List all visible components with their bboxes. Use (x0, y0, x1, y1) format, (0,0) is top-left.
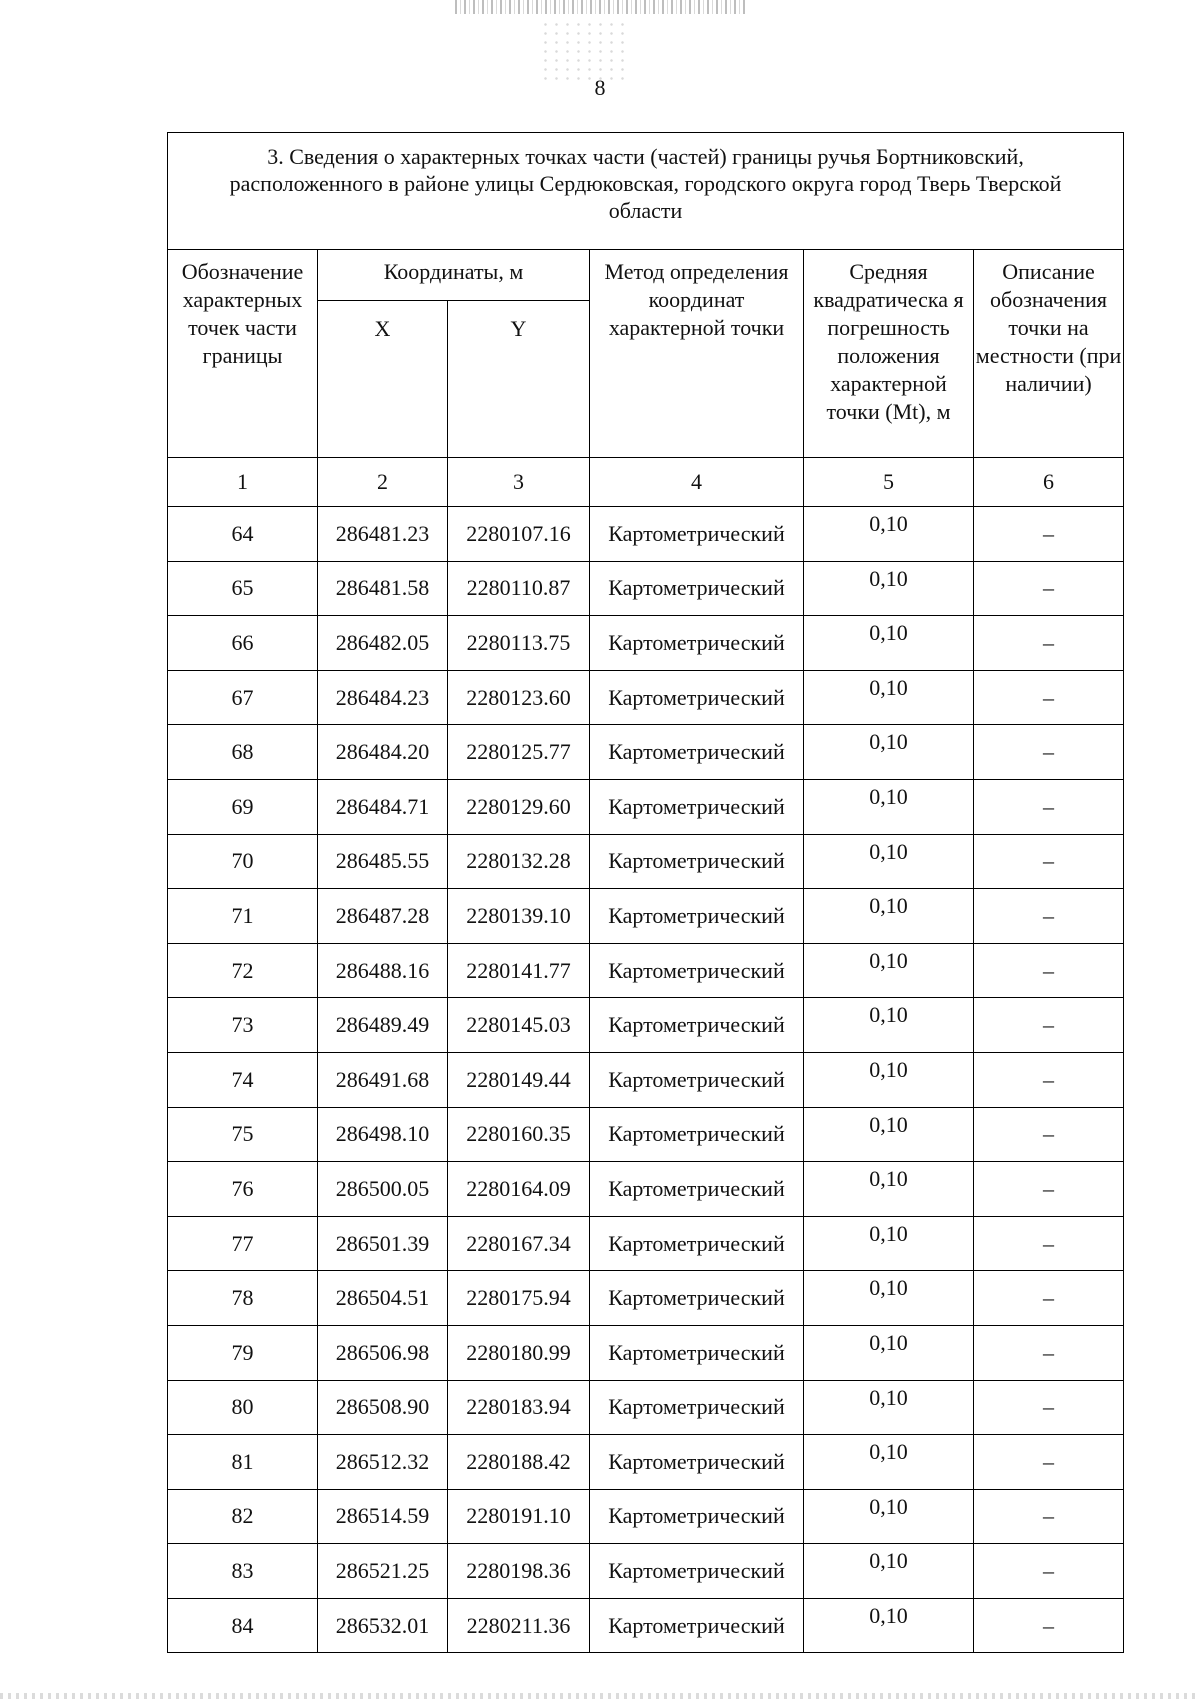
method-cell: Картометрический (590, 561, 804, 616)
header-point: Обозначение характерных точек части границы (168, 250, 318, 458)
column-number: 5 (804, 458, 974, 507)
table-row (168, 779, 1124, 834)
table-row (168, 1107, 1124, 1162)
page-number: 8 (594, 75, 606, 100)
x-coordinate-cell: 286506.98 (318, 1325, 448, 1380)
method-cell: Картометрический (590, 1052, 804, 1107)
mt-error-cell: 0,10 (804, 1489, 974, 1544)
description-cell: – (974, 834, 1124, 889)
x-coordinate-cell: 286491.68 (318, 1052, 448, 1107)
y-coordinate-cell: 2280107.16 (448, 507, 590, 562)
method-cell: Картометрический (590, 1544, 804, 1599)
y-coordinate-cell: 2280160.35 (448, 1107, 590, 1162)
point-cell: 84 (168, 1598, 318, 1653)
point-cell: 70 (168, 834, 318, 889)
point-cell: 68 (168, 725, 318, 780)
mt-error-cell: 0,10 (804, 561, 974, 616)
mt-error-cell: 0,10 (804, 943, 974, 998)
y-coordinate-cell: 2280180.99 (448, 1325, 590, 1380)
method-cell: Картометрический (590, 1271, 804, 1326)
point-cell: 75 (168, 1107, 318, 1162)
table-row (168, 725, 1124, 780)
method-cell: Картометрический (590, 1216, 804, 1271)
description-cell: – (974, 507, 1124, 562)
point-cell: 66 (168, 616, 318, 671)
description-cell: – (974, 1325, 1124, 1380)
table-row (168, 670, 1124, 725)
mt-error-cell: 0,10 (804, 1544, 974, 1599)
mt-error-cell: 0,10 (804, 1325, 974, 1380)
method-cell: Картометрический (590, 1107, 804, 1162)
description-cell: – (974, 1435, 1124, 1490)
y-coordinate-cell: 2280164.09 (448, 1162, 590, 1217)
table-row (168, 1435, 1124, 1490)
header-coordinates: Координаты, м (318, 250, 590, 301)
table-row (168, 1271, 1124, 1326)
header-mt: Средняя квадратическа я погрешность положения характерной точки (Mt), м (804, 250, 974, 458)
x-coordinate-cell: 286500.05 (318, 1162, 448, 1217)
table-row (168, 1489, 1124, 1544)
column-number: 6 (974, 458, 1124, 507)
point-cell: 81 (168, 1435, 318, 1490)
description-cell: – (974, 1162, 1124, 1217)
y-coordinate-cell: 2280141.77 (448, 943, 590, 998)
x-coordinate-cell: 286501.39 (318, 1216, 448, 1271)
point-cell: 78 (168, 1271, 318, 1326)
point-cell: 79 (168, 1325, 318, 1380)
mt-error-cell: 0,10 (804, 998, 974, 1053)
x-coordinate-cell: 286504.51 (318, 1271, 448, 1326)
description-cell: – (974, 998, 1124, 1053)
method-cell: Картометрический (590, 1435, 804, 1490)
method-cell: Картометрический (590, 616, 804, 671)
method-cell: Картометрический (590, 1489, 804, 1544)
column-number: 4 (590, 458, 804, 507)
description-cell: – (974, 1216, 1124, 1271)
table-row (168, 834, 1124, 889)
y-coordinate-cell: 2280183.94 (448, 1380, 590, 1435)
method-cell: Картометрический (590, 507, 804, 562)
mt-error-cell: 0,10 (804, 1380, 974, 1435)
column-number: 2 (318, 458, 448, 507)
mt-error-cell: 0,10 (804, 725, 974, 780)
x-coordinate-cell: 286481.23 (318, 507, 448, 562)
column-numbers-row (168, 458, 1124, 507)
point-cell: 74 (168, 1052, 318, 1107)
x-coordinate-cell: 286488.16 (318, 943, 448, 998)
table-row (168, 507, 1124, 562)
mt-error-cell: 0,10 (804, 1271, 974, 1326)
y-coordinate-cell: 2280139.10 (448, 889, 590, 944)
table-row (168, 1544, 1124, 1599)
description-cell: – (974, 1544, 1124, 1599)
y-coordinate-cell: 2280123.60 (448, 670, 590, 725)
description-cell: – (974, 889, 1124, 944)
description-cell: – (974, 1489, 1124, 1544)
table-row (168, 943, 1124, 998)
point-cell: 72 (168, 943, 318, 998)
description-cell: – (974, 616, 1124, 671)
point-cell: 67 (168, 670, 318, 725)
table-row (168, 1216, 1124, 1271)
table-row (168, 616, 1124, 671)
y-coordinate-cell: 2280145.03 (448, 998, 590, 1053)
mt-error-cell: 0,10 (804, 1107, 974, 1162)
x-coordinate-cell: 286484.23 (318, 670, 448, 725)
mt-error-cell: 0,10 (804, 507, 974, 562)
point-cell: 80 (168, 1380, 318, 1435)
column-number: 1 (168, 458, 318, 507)
table-row (168, 998, 1124, 1053)
y-coordinate-cell: 2280198.36 (448, 1544, 590, 1599)
method-cell: Картометрический (590, 779, 804, 834)
header-y: Y (448, 301, 590, 458)
x-coordinate-cell: 286532.01 (318, 1598, 448, 1653)
y-coordinate-cell: 2280211.36 (448, 1598, 590, 1653)
description-cell: – (974, 1598, 1124, 1653)
description-cell: – (974, 779, 1124, 834)
method-cell: Картометрический (590, 670, 804, 725)
y-coordinate-cell: 2280191.10 (448, 1489, 590, 1544)
y-coordinate-cell: 2280113.75 (448, 616, 590, 671)
mt-error-cell: 0,10 (804, 1216, 974, 1271)
y-coordinate-cell: 2280175.94 (448, 1271, 590, 1326)
y-coordinate-cell: 2280132.28 (448, 834, 590, 889)
method-cell: Картометрический (590, 725, 804, 780)
method-cell: Картометрический (590, 1162, 804, 1217)
description-cell: – (974, 725, 1124, 780)
x-coordinate-cell: 286482.05 (318, 616, 448, 671)
point-cell: 69 (168, 779, 318, 834)
scan-artifact-bottom (0, 1693, 1200, 1699)
mt-error-cell: 0,10 (804, 1162, 974, 1217)
point-cell: 65 (168, 561, 318, 616)
description-cell: – (974, 561, 1124, 616)
x-coordinate-cell: 286485.55 (318, 834, 448, 889)
description-cell: – (974, 1107, 1124, 1162)
point-cell: 71 (168, 889, 318, 944)
point-cell: 83 (168, 1544, 318, 1599)
description-cell: – (974, 1271, 1124, 1326)
method-cell: Картометрический (590, 1325, 804, 1380)
method-cell: Картометрический (590, 998, 804, 1053)
mt-error-cell: 0,10 (804, 889, 974, 944)
header-x: X (318, 301, 448, 458)
table-row (168, 1052, 1124, 1107)
mt-error-cell: 0,10 (804, 1052, 974, 1107)
x-coordinate-cell: 286498.10 (318, 1107, 448, 1162)
method-cell: Картометрический (590, 943, 804, 998)
table-row (168, 1325, 1124, 1380)
y-coordinate-cell: 2280129.60 (448, 779, 590, 834)
point-cell: 73 (168, 998, 318, 1053)
point-cell: 76 (168, 1162, 318, 1217)
scan-artifact-specks (540, 20, 630, 80)
method-cell: Картометрический (590, 834, 804, 889)
column-number: 3 (448, 458, 590, 507)
x-coordinate-cell: 286514.59 (318, 1489, 448, 1544)
y-coordinate-cell: 2280167.34 (448, 1216, 590, 1271)
description-cell: – (974, 1052, 1124, 1107)
y-coordinate-cell: 2280125.77 (448, 725, 590, 780)
table-row (168, 561, 1124, 616)
y-coordinate-cell: 2280110.87 (448, 561, 590, 616)
x-coordinate-cell: 286481.58 (318, 561, 448, 616)
point-cell: 77 (168, 1216, 318, 1271)
y-coordinate-cell: 2280188.42 (448, 1435, 590, 1490)
x-coordinate-cell: 286489.49 (318, 998, 448, 1053)
header-method: Метод определения координат характерной точки (590, 250, 804, 458)
mt-error-cell: 0,10 (804, 616, 974, 671)
x-coordinate-cell: 286508.90 (318, 1380, 448, 1435)
table-row (168, 1598, 1124, 1653)
x-coordinate-cell: 286487.28 (318, 889, 448, 944)
point-cell: 82 (168, 1489, 318, 1544)
header-description: Описание обозначения точки на местности (при наличии) (974, 250, 1124, 458)
mt-error-cell: 0,10 (804, 1598, 974, 1653)
y-coordinate-cell: 2280149.44 (448, 1052, 590, 1107)
description-cell: – (974, 1380, 1124, 1435)
mt-error-cell: 0,10 (804, 834, 974, 889)
table-caption: 3. Сведения о характерных точках части (частей) границы ручья Бортниковский, расположенного в районе улицы Сердюковская, городского округа город Тверь Тверской области (168, 133, 1124, 250)
boundary-points-table (167, 132, 1124, 1653)
table-row (168, 1162, 1124, 1217)
mt-error-cell: 0,10 (804, 670, 974, 725)
table-row (168, 1380, 1124, 1435)
description-cell: – (974, 670, 1124, 725)
scan-artifact-top (455, 0, 745, 14)
method-cell: Картометрический (590, 1380, 804, 1435)
method-cell: Картометрический (590, 1598, 804, 1653)
table-row (168, 889, 1124, 944)
description-cell: – (974, 943, 1124, 998)
x-coordinate-cell: 286484.71 (318, 779, 448, 834)
mt-error-cell: 0,10 (804, 1435, 974, 1490)
x-coordinate-cell: 286512.32 (318, 1435, 448, 1490)
point-cell: 64 (168, 507, 318, 562)
x-coordinate-cell: 286521.25 (318, 1544, 448, 1599)
mt-error-cell: 0,10 (804, 779, 974, 834)
method-cell: Картометрический (590, 889, 804, 944)
x-coordinate-cell: 286484.20 (318, 725, 448, 780)
